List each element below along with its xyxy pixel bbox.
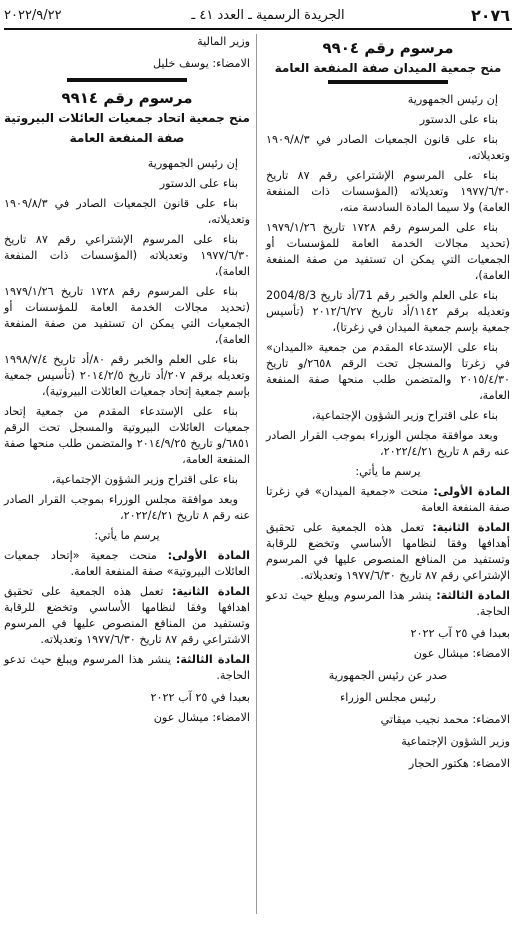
column-divider	[256, 34, 257, 914]
article	[266, 520, 510, 584]
minister-title: وزير المالية	[197, 35, 250, 48]
article-text: منحت جمعية «إتحاد جمعيات العائلات البيروتية» صفة المنفعة العامة.	[4, 549, 250, 578]
decree-title: مرسوم رقم ٩٩٠٤	[322, 39, 454, 57]
signature: الامضاء: ميشال عون	[153, 711, 250, 724]
decree-subtitle-line2: صفة المنفعة العامة	[69, 131, 185, 145]
article-label: المادة الثانية:	[172, 585, 250, 598]
page-header	[4, 6, 512, 30]
decree-clause: يرسم ما يأتي:	[94, 529, 160, 542]
paragraph: بناء على الدستور	[419, 113, 498, 126]
gazette-issue: الجريدة الرسمية ـ العدد ٤١ ـ	[191, 8, 345, 23]
place-date: بعبدا في ٢٥ آب ٢٠٢٢	[410, 627, 510, 640]
minister-title: وزير الشؤون الإجتماعية	[401, 735, 510, 748]
left-column	[4, 34, 250, 928]
paragraph: وبعد موافقة مجلس الوزراء بموجب القرار الصادر عنه رقم ٨ تاريخ ٢٠٢٢/٤/٢١،	[266, 429, 510, 458]
pm-title: رئيس مجلس الوزراء	[340, 691, 436, 704]
decree-clause: يرسم ما يأتي:	[355, 465, 421, 478]
article	[266, 484, 510, 516]
issue-date: ٢٠٢٢/٩/٢٢	[4, 8, 62, 23]
place-date: بعبدا في ٢٥ آب ٢٠٢٢	[150, 691, 250, 704]
paragraph: بناء على المرسوم رقم ١٧٢٨ تاريخ ١٩٧٩/١/٢٦ (تحديد مجالات الخدمة العامة للمؤسسات أو الجمعيات التي يمكن ان تستفيد من صفة المنفعة العامة)،	[266, 221, 510, 282]
page-number: ٢٠٧٦	[470, 6, 510, 25]
paragraph: بناء على الدستور	[159, 177, 238, 190]
signature: الامضاء: محمد نجيب ميقاتي	[380, 713, 510, 726]
signature: الامضاء: ميشال عون	[413, 647, 510, 660]
finance-signature-block	[4, 34, 250, 72]
paragraph: بناء على المرسوم الإشتراعي رقم ٨٧ تاريخ ١٩٧٧/٦/٣٠ وتعديلاته (المؤسسات ذات المنفعة العامة)،	[4, 233, 250, 278]
paragraph: بناء على الإستدعاء المقدم من جمعية إتحاد جمعيات العائلات البيروتية والمسجل تحت الرقم ٦٨٥١/و تاريخ ٢٠١٤/٩/٢٥ والمتضمن طلب منحها صفة المنفعة العامة،	[4, 405, 250, 466]
issued-by: صدر عن رئيس الجمهورية	[328, 669, 448, 682]
article-text: تعمل هذه الجمعية على تحقيق اهدافها وفقا لنظامها الأساسي وتخضع للرقابة وتستفيد من المنافع المنصوص عليها في المرسوم الاشتراعي رقم ٨٧ تاريخ ١٩٧٧/٦/٣٠ وتعديلاته.	[4, 585, 250, 646]
paragraph: إن رئيس الجمهورية	[407, 93, 498, 106]
article-text: تعمل هذه الجمعية على تحقيق أهدافها وفقا لنظامها الأساسي وتخضع للرقابة وتستفيد من المنافع المنصوص عليها في المرسوم الإشتراعي رقم ٨٧ تاريخ ١٩٧٧/٦/٣٠ وتعديلاته.	[266, 521, 510, 582]
article	[4, 548, 250, 580]
decree-title: مرسوم رقم ٩٩١٤	[61, 89, 193, 107]
article-text: ينشر هذا المرسوم ويبلغ حيث تدعو الحاجة.	[4, 653, 250, 682]
article-text: ينشر هذا المرسوم ويبلغ حيث تدعو الحاجة.	[266, 589, 510, 618]
article	[4, 584, 250, 648]
paragraph: وبعد موافقة مجلس الوزراء بموجب القرار الصادر عنه رقم ٨ تاريخ ٢٠٢٢/٤/٢١،	[4, 493, 250, 522]
paragraph: بناء على اقتراح وزير الشؤون الإجتماعية،	[311, 409, 498, 422]
article-label: المادة الأولى:	[167, 549, 250, 562]
title-rule	[67, 78, 187, 82]
article-label: المادة الثالثة:	[175, 653, 250, 666]
signature: الامضاء: هكتور الحجار	[408, 757, 510, 770]
article-label: المادة الثالثة:	[436, 589, 510, 602]
paragraph: بناء على المرسوم الإشتراعي رقم ٨٧ تاريخ ١٩٧٧/٦/٣٠ وتعديلاته (المؤسسات ذات المنفعة العامة) ولا سيما المادة السادسة منه،	[266, 169, 510, 214]
article-text: منحت «جمعية الميدان» في زغرتا صفة المنفعة العامة	[266, 485, 510, 514]
paragraph: بناء على الإستدعاء المقدم من جمعية «الميدان» في زغرتا والمسجل تحت الرقم ٢٦٥٨/و تاريخ ٢٠١٥/٤/٣٠ والمتضمن طلب منحها صفة المنفعة العامة،	[266, 341, 510, 402]
article	[4, 652, 250, 684]
paragraph: إن رئيس الجمهورية	[147, 157, 238, 170]
paragraph: بناء على العلم والخبر رقم ٨٠/أد تاريخ ١٩٩٨/٧/٤ وتعديله برقم ٢٠٧/أد تاريخ ٢٠١٤/٢/٥ (تأسيس جمعية بإسم جمعية إتحاد جمعيات العائلات البيروتية)،	[4, 353, 251, 398]
title-rule	[328, 80, 448, 84]
paragraph: بناء على المرسوم رقم ١٧٢٨ تاريخ ١٩٧٩/١/٢٦ (تحديد مجالات الخدمة العامة للمؤسسات أو الجمعيات التي يمكن ان تستفيد من صفة المنفعة العامة)،	[4, 285, 250, 346]
paragraph: بناء على اقتراح وزير الشؤون الإجتماعية،	[51, 473, 238, 486]
decree-subtitle: منح جمعية الميدان صفة المنفعة العامة	[274, 61, 502, 75]
paragraph: بناء على قانون الجمعيات الصادر في ١٩٠٩/٨/٣ وتعديلاته،	[4, 197, 250, 226]
article-label: المادة الأولى:	[433, 485, 510, 498]
paragraph: بناء على العلم والخبر رقم 71/أد تاريخ 2004/8/3 وتعديله برقم ١١٤٢/أد تاريخ ٢٠١٢/٦/٢٧ (تأسيس جمعية بإسم جمعية الميدان في زغرتا)،	[266, 289, 510, 334]
paragraph: بناء على قانون الجمعيات الصادر في ١٩٠٩/٨/٣ وتعديلاته،	[266, 133, 510, 162]
article-label: المادة الثانية:	[432, 521, 511, 534]
article	[266, 588, 510, 620]
signature: الامضاء: يوسف خليل	[152, 57, 250, 70]
right-column	[266, 34, 510, 928]
decree-subtitle: منح جمعية اتحاد جمعيات العائلات البيروتية	[4, 111, 250, 125]
